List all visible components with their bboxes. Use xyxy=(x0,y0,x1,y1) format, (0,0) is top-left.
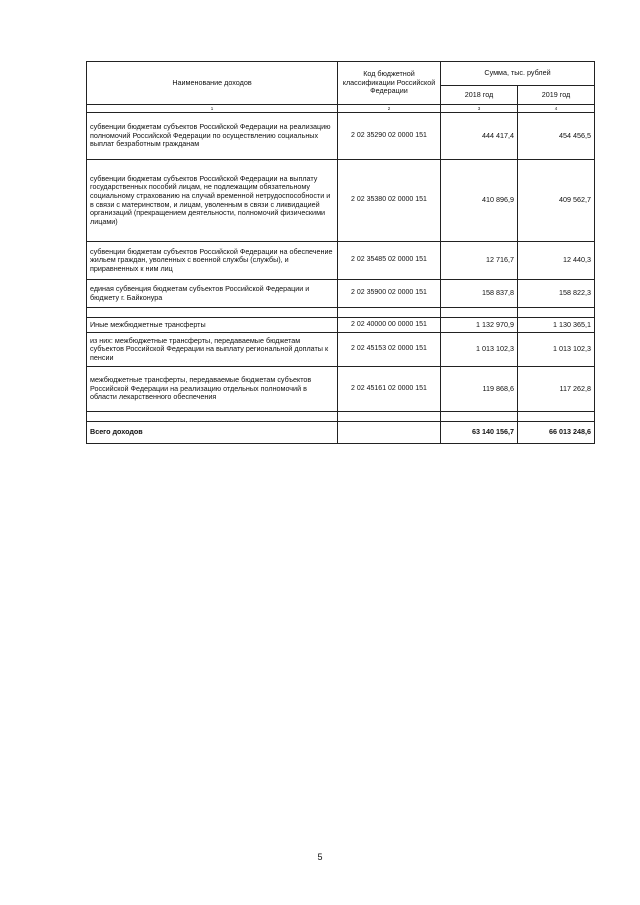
revenue-table xyxy=(86,61,595,444)
column-number: 1 xyxy=(87,105,338,113)
total-row xyxy=(87,422,595,444)
row-name: субвенции бюджетам субъектов Российской Федерации на выплату государственных пособий лицам, не подлежащим обязательному социальному страхованию на случай временной нетрудоспособности и в связи с материнством, и лицам, уволенным в связи с ликвидацией организаций (прекращением деятельности, полномочий физическими лицами) xyxy=(87,160,338,242)
row-name: субвенции бюджетам субъектов Российской Федерации на реализацию полномочий Российской Федерации по осуществлению социальных выплат безработным гражданам xyxy=(87,113,338,160)
table-row xyxy=(87,333,595,367)
spacer-row xyxy=(87,412,595,422)
total-code-empty xyxy=(338,422,441,444)
table-row xyxy=(87,242,595,280)
column-number: 2 xyxy=(338,105,441,113)
table-row xyxy=(87,280,595,308)
total-label: Всего доходов xyxy=(87,422,338,444)
row-code: 2 02 35900 02 0000 151 xyxy=(338,280,441,308)
row-name: Иные межбюджетные трансферты xyxy=(87,318,338,333)
row-amount-2019: 1 130 365,1 xyxy=(518,318,595,333)
row-amount-2018: 444 417,4 xyxy=(441,113,518,160)
table-row xyxy=(87,113,595,160)
row-amount-2019: 409 562,7 xyxy=(518,160,595,242)
header-code: Код бюджетной классификации Российской Федерации xyxy=(338,62,441,105)
row-amount-2018: 12 716,7 xyxy=(441,242,518,280)
table-row xyxy=(87,160,595,242)
header-year-2019: 2019 год xyxy=(518,86,595,105)
row-name: субвенции бюджетам субъектов Российской Федерации на обеспечение жильем граждан, уволенных с военной службы (службы), и приравненных к ним лиц xyxy=(87,242,338,280)
header-name: Наименование доходов xyxy=(87,62,338,105)
row-code: 2 02 35290 02 0000 151 xyxy=(338,113,441,160)
row-code: 2 02 40000 00 0000 151 xyxy=(338,318,441,333)
row-amount-2018: 1 013 102,3 xyxy=(441,333,518,367)
table-row xyxy=(87,367,595,412)
row-name: единая субвенция бюджетам субъектов Российской Федерации и бюджету г. Байконура xyxy=(87,280,338,308)
row-amount-2018: 119 868,6 xyxy=(441,367,518,412)
row-amount-2018: 158 837,8 xyxy=(441,280,518,308)
row-amount-2019: 117 262,8 xyxy=(518,367,595,412)
row-name: из них: межбюджетные трансферты, передаваемые бюджетам субъектов Российской Федерации на выплату региональной доплаты к пенсии xyxy=(87,333,338,367)
table-row xyxy=(87,318,595,333)
row-code: 2 02 35380 02 0000 151 xyxy=(338,160,441,242)
page-number: 5 xyxy=(317,852,323,862)
row-amount-2019: 158 822,3 xyxy=(518,280,595,308)
column-number: 3 xyxy=(441,105,518,113)
row-name: межбюджетные трансферты, передаваемые бюджетам субъектов Российской Федерации на реализацию отдельных полномочий в области лекарственного обеспечения xyxy=(87,367,338,412)
row-amount-2018: 1 132 970,9 xyxy=(441,318,518,333)
row-code: 2 02 45153 02 0000 151 xyxy=(338,333,441,367)
header-year-2018: 2018 год xyxy=(441,86,518,105)
total-amount-2018: 63 140 156,7 xyxy=(441,422,518,444)
total-amount-2019: 66 013 248,6 xyxy=(518,422,595,444)
row-amount-2018: 410 896,9 xyxy=(441,160,518,242)
spacer-row xyxy=(87,308,595,318)
row-amount-2019: 454 456,5 xyxy=(518,113,595,160)
row-code: 2 02 45161 02 0000 151 xyxy=(338,367,441,412)
header-sum: Сумма, тыс. рублей xyxy=(441,62,595,86)
column-number: 4 xyxy=(518,105,595,113)
row-amount-2019: 12 440,3 xyxy=(518,242,595,280)
row-code: 2 02 35485 02 0000 151 xyxy=(338,242,441,280)
row-amount-2019: 1 013 102,3 xyxy=(518,333,595,367)
